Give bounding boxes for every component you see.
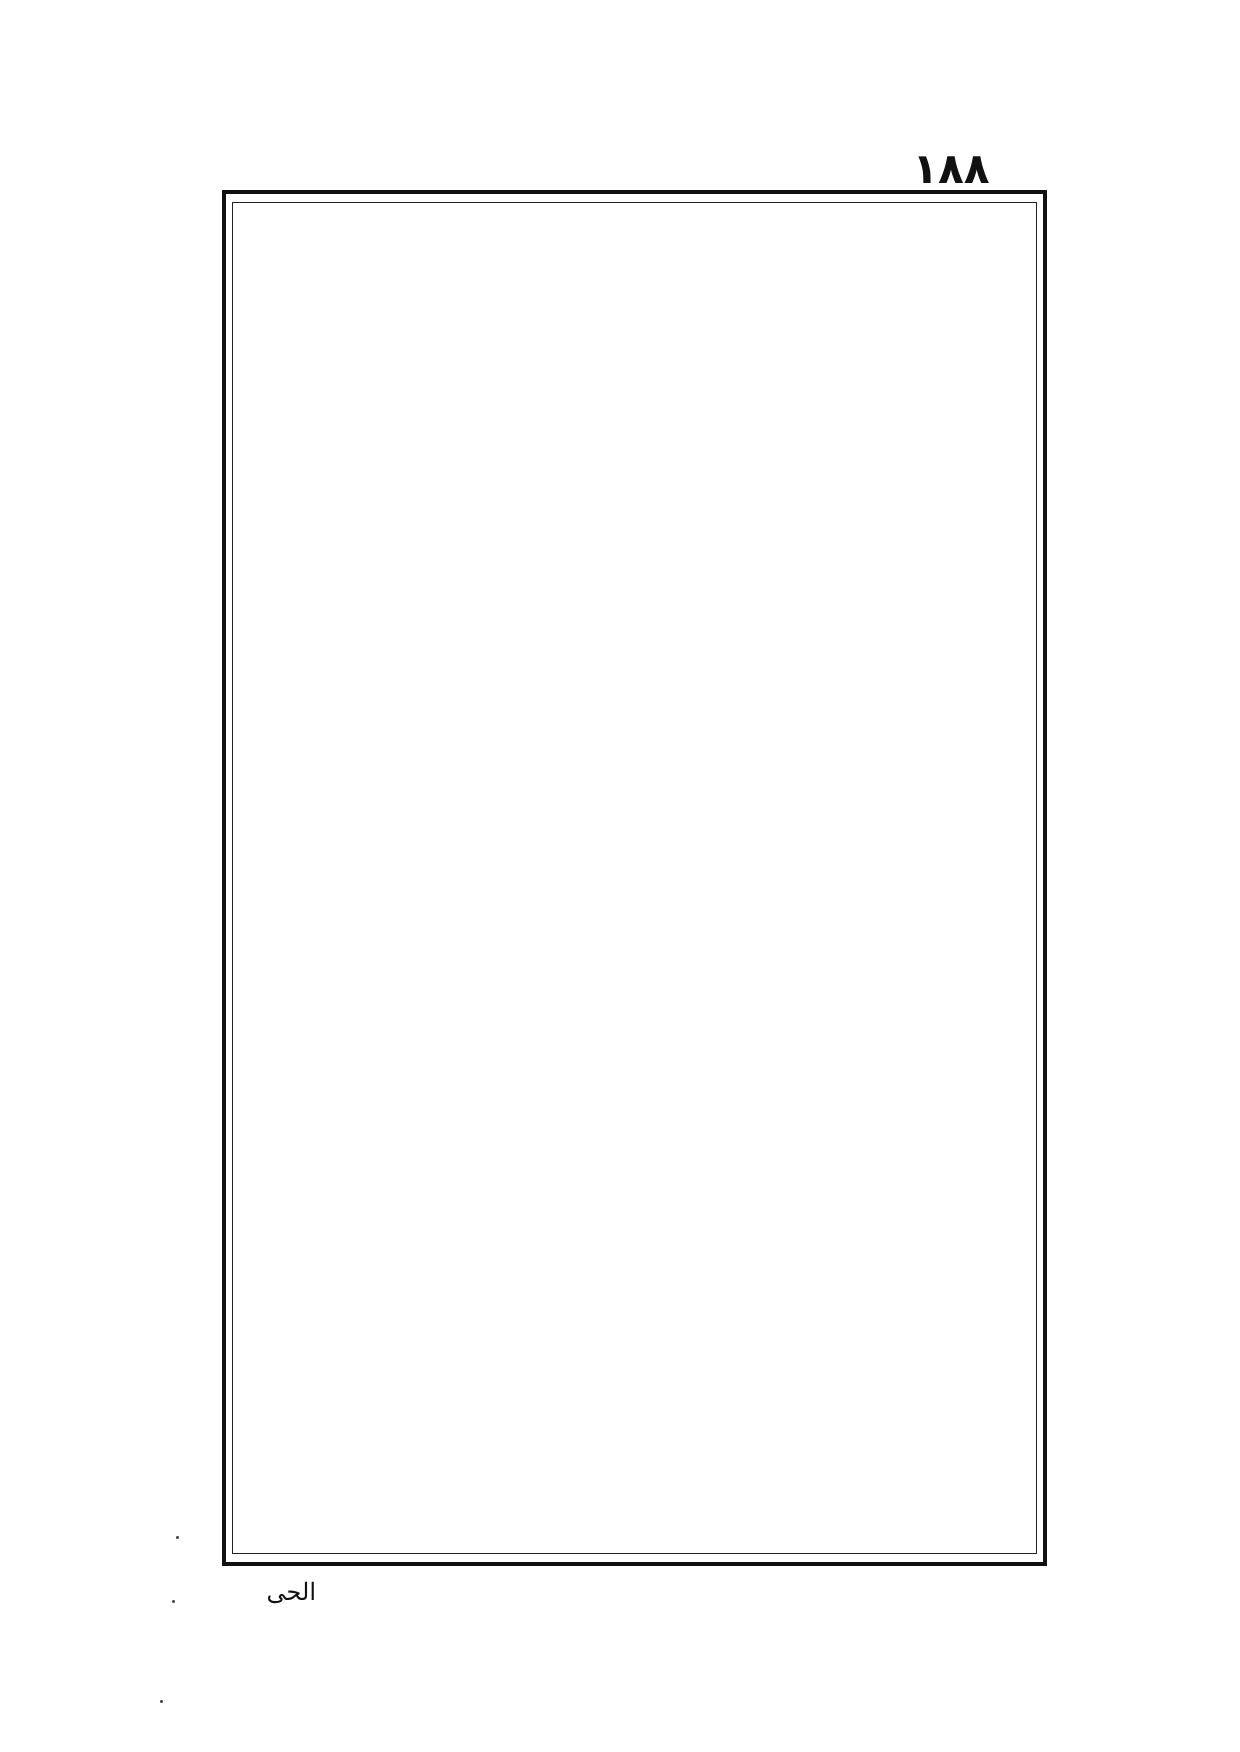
text-line — [232, 685, 1037, 729]
text-line — [232, 466, 1037, 510]
scan-speck — [160, 1700, 163, 1703]
catchword: الحى — [266, 1578, 316, 1606]
text-line — [232, 554, 1037, 598]
text-line — [232, 816, 1037, 860]
scan-speck — [172, 1600, 175, 1603]
text-line — [232, 1165, 1037, 1209]
text-line — [232, 1034, 1037, 1078]
text-line — [232, 423, 1037, 467]
text-line — [232, 1253, 1037, 1297]
page-number: ۱۸۸ — [912, 144, 990, 193]
text-line — [232, 248, 1037, 292]
text-line — [232, 1297, 1037, 1341]
text-line — [232, 204, 1037, 248]
text-line — [232, 379, 1037, 423]
text-line — [232, 1209, 1037, 1253]
text-line — [232, 860, 1037, 904]
body-text — [232, 204, 1037, 1559]
text-line — [232, 728, 1037, 772]
text-line — [232, 991, 1037, 1035]
text-line — [232, 1340, 1037, 1384]
text-line — [232, 1471, 1037, 1515]
text-line — [232, 1122, 1037, 1166]
text-line — [232, 772, 1037, 816]
text-line — [232, 335, 1037, 379]
text-line — [232, 903, 1037, 947]
text-line — [232, 1078, 1037, 1122]
scan-speck — [176, 1536, 179, 1539]
text-line — [232, 291, 1037, 335]
text-line — [232, 947, 1037, 991]
text-line — [232, 510, 1037, 554]
text-line — [232, 1384, 1037, 1428]
text-line — [232, 1515, 1037, 1559]
text-line — [232, 597, 1037, 641]
text-line — [232, 1428, 1037, 1472]
text-line — [232, 641, 1037, 685]
